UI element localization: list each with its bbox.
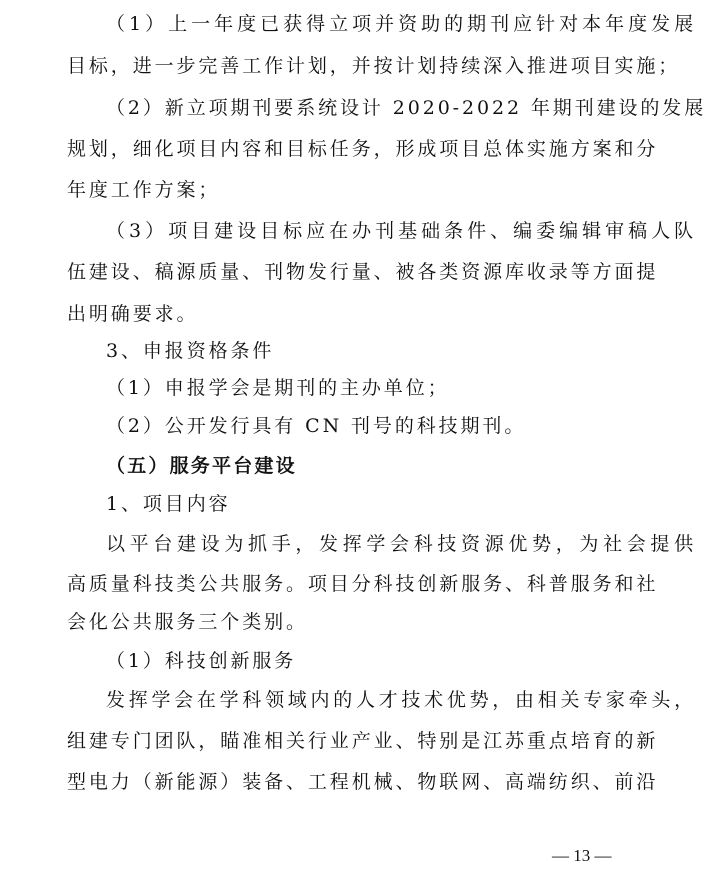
paragraph-line: （1）上一年度已获得立项并资助的期刊应针对本年度发展 [106, 13, 696, 35]
list-item: （2）公开发行具有 CN 刊号的科技期刊。 [106, 415, 527, 437]
paragraph-line: 目标，进一步完善工作计划，并按计划持续深入推进项目实施； [67, 55, 681, 77]
paragraph-line: 以平台建设为抓手，发挥学会科技资源优势，为社会提供 [106, 533, 696, 555]
paragraph-line: 高质量科技类公共服务。项目分科技创新服务、科普服务和社 [67, 573, 659, 595]
paragraph-line: 出明确要求。 [67, 303, 199, 325]
paragraph-line: 规划，细化项目内容和目标任务，形成项目总体实施方案和分 [67, 138, 659, 160]
subsection-heading: （1）科技创新服务 [106, 650, 297, 672]
section-heading: 3、申报资格条件 [106, 340, 275, 362]
page-number: — 13 — [552, 846, 612, 865]
paragraph-line: （2）新立项期刊要系统设计 2020-2022 年期刊建设的发展 [106, 97, 707, 119]
section-title: （五）服务平台建设 [106, 455, 297, 477]
list-item: （1）申报学会是期刊的主办单位； [106, 377, 450, 399]
paragraph-line: 伍建设、稿源质量、刊物发行量、被各类资源库收录等方面提 [67, 261, 659, 283]
paragraph-line: 会化公共服务三个类别。 [67, 611, 308, 633]
paragraph-line: （3）项目建设目标应在办刊基础条件、编委编辑审稿人队 [106, 220, 696, 242]
section-heading: 1、项目内容 [106, 493, 231, 515]
paragraph-line: 型电力（新能源）装备、工程机械、物联网、高端纺织、前沿 [67, 771, 659, 793]
paragraph-line: 组建专门团队，瞄准相关行业产业、特别是江苏重点培育的新 [67, 730, 659, 752]
paragraph-line: 发挥学会在学科领域内的人才技术优势，由相关专家牵头， [106, 689, 696, 711]
paragraph-line: 年度工作方案； [67, 179, 221, 201]
